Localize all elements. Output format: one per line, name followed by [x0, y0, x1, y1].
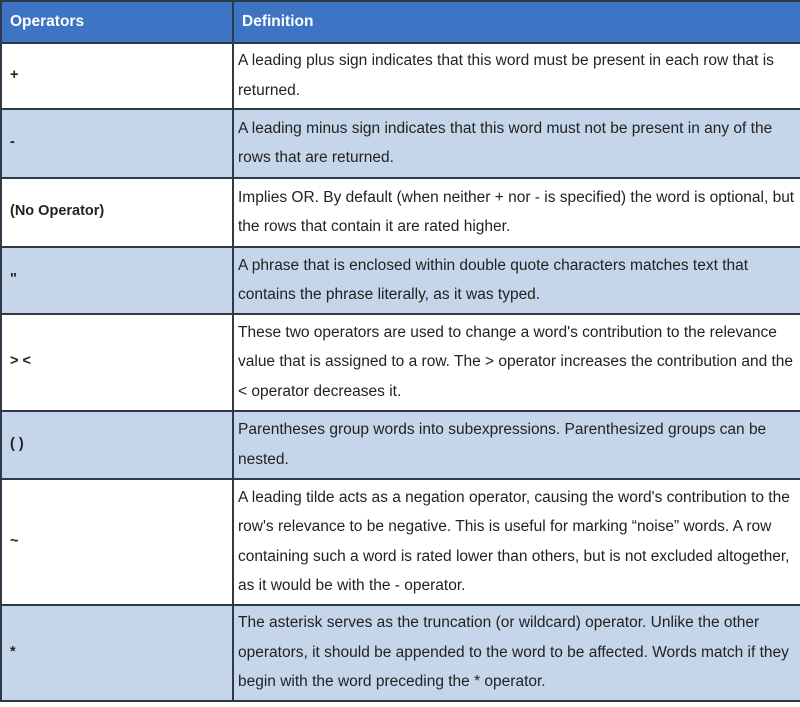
definition-cell: A phrase that is enclosed within double quote characters matches text that contains the phrase literally, as it was typed.	[233, 247, 800, 314]
table-row	[1, 109, 800, 178]
definition-cell: Parentheses group words into subexpressions. Parenthesized groups can be nested.	[233, 411, 800, 479]
definition-cell: The asterisk serves as the truncation (or wildcard) operator. Unlike the other operators, it should be appended to the word to be affected. Words match if they begin with the word preceding the * operator.	[233, 605, 800, 701]
column-header-operators: Operators	[1, 1, 233, 43]
table-header-row	[1, 1, 800, 43]
operator-cell: *	[1, 605, 233, 701]
definition-cell: A leading minus sign indicates that this word must not be present in any of the rows that are returned.	[233, 109, 800, 178]
definition-cell: A leading tilde acts as a negation operator, causing the word's contribution to the row's relevance to be negative. This is useful for marking “noise” words. A row containing such a word is rated lower than others, but is not excluded altogether, as it would be with the - operator.	[233, 479, 800, 605]
operator-cell: (No Operator)	[1, 178, 233, 247]
definition-cell: Implies OR. By default (when neither + nor - is specified) the word is optional, but the rows that contain it are rated higher.	[233, 178, 800, 247]
operator-cell: ~	[1, 479, 233, 605]
table-row	[1, 43, 800, 109]
table-row	[1, 479, 800, 605]
operator-cell: "	[1, 247, 233, 314]
table-row	[1, 178, 800, 247]
definition-cell: A leading plus sign indicates that this word must be present in each row that is returned.	[233, 43, 800, 109]
operator-cell: +	[1, 43, 233, 109]
column-header-definition: Definition	[233, 1, 800, 43]
table-row	[1, 411, 800, 479]
definition-cell: These two operators are used to change a word's contribution to the relevance value that is assigned to a row. The > operator increases the contribution and the < operator decreases it.	[233, 314, 800, 411]
table-row	[1, 314, 800, 411]
operator-cell: ( )	[1, 411, 233, 479]
table-row	[1, 247, 800, 314]
operator-cell: -	[1, 109, 233, 178]
table-row	[1, 605, 800, 701]
operator-cell: > <	[1, 314, 233, 411]
